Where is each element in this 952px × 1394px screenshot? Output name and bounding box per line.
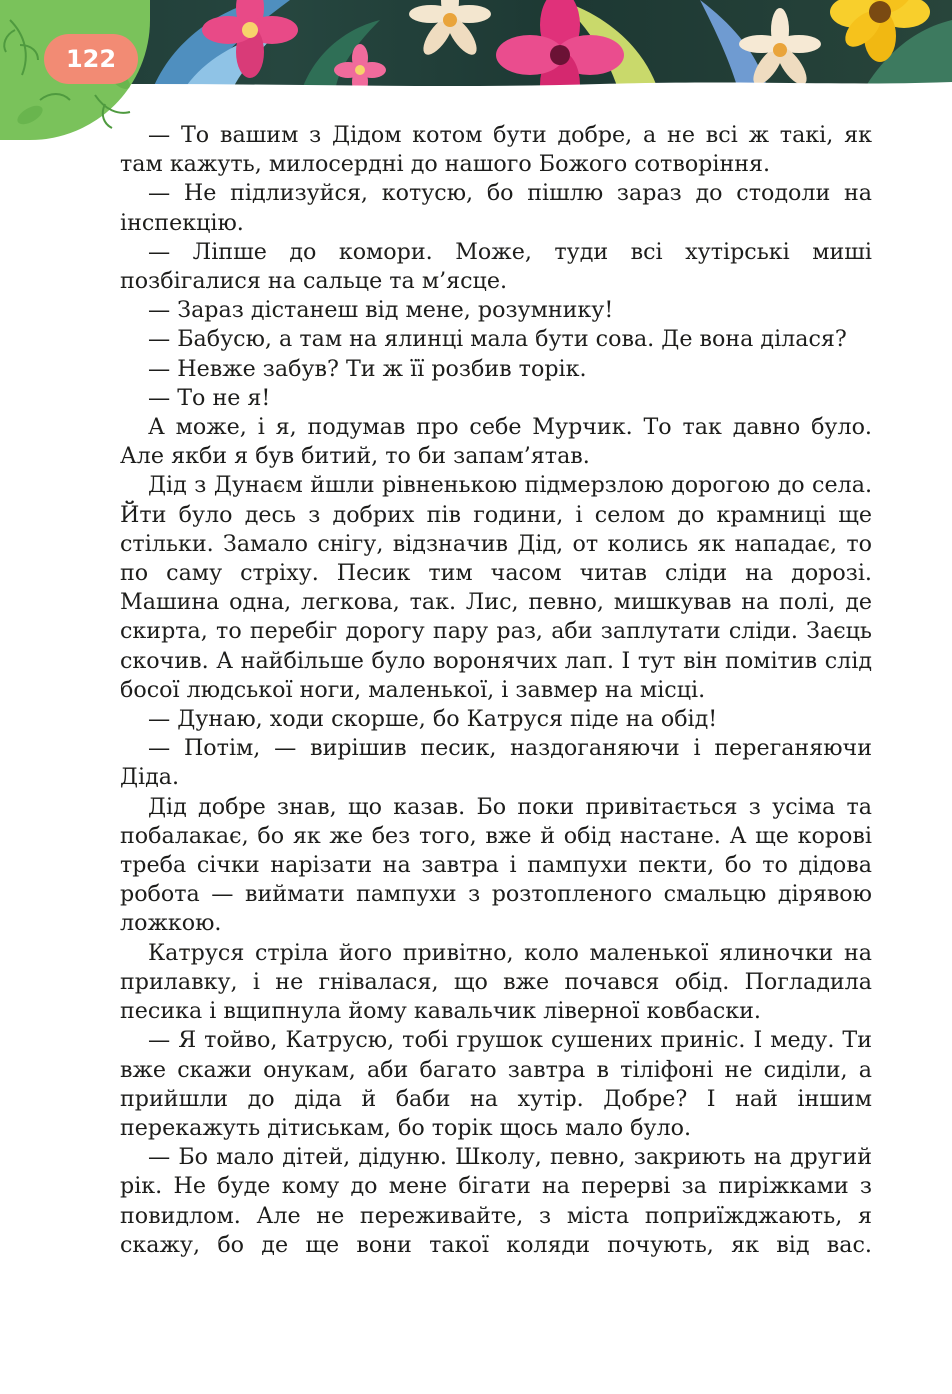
paragraph: — Ліпше до комори. Може, туди всі хутірські миші позбігалися на сальце та м’ясце. <box>120 238 872 295</box>
paragraph: — То вашим з Дідом котом бути добре, а не всі ж такі, як там кажуть, милосердні до нашого Божого сотворіння. <box>120 122 872 178</box>
paragraph: — Зараз дістанеш від мене, розумнику! <box>148 297 614 324</box>
paragraph: — Потім, — вирішив песик, наздоганяючи і переганяючи Діда. <box>120 735 872 791</box>
paragraph: Дід добре знав, що казав. Бо поки привітається з усіма та побалакає, бо як же без того, вже й обід настане. А ще корові треба січки нарізати на завтра і пампухи пекти, бо то дідова робота — виймати пампухи з розтопленого смальцю дірявою ложкою. <box>120 793 872 937</box>
paragraph: — Дунаю, ходи скорше, бо Катруся піде на обід! <box>148 706 718 733</box>
paragraph: — Я тойво, Катрусю, тобі грушок сушених приніс. І меду. Ти вже скажи онукам, аби багато завтра в тіліфоні не сиділи, а прийшли до діда й баби на хутір. Добре? І най іншим перекажуть дітиськам, бо торік щось мало було. <box>120 1027 872 1141</box>
paragraph: Дід з Дунаєм йшли рівненькою підмерзлою дорогою до села. Йти було десь з добрих пів години, і селом до крамниці ще стільки. Замало снігу, відзначив Дід, от колись як нападає, то по саму стріху. Песик тим часом читав сліди на дорозі. Машина одна, легкова, так. Лис, певно, мишкував на полі, де скирта, то перебіг дорогу пару раз, аби заплутати сліди. Заєць скочив. А найбільше було воронячих лап. І тут він помітив слід босої людської ноги, маленької, і завмер на місці. <box>120 472 872 703</box>
page-number-badge: 122 <box>44 34 138 84</box>
paragraph: А може, і я, подумав про себе Мурчик. То так давно було. Але якби я був битий, то би запам’ятав. <box>120 414 872 470</box>
paragraph: — Бабусю, а там на ялинці мала бути сова. Де вона ділася? <box>148 326 847 353</box>
paragraph: — Бо мало дітей, дідуню. Школу, певно, закриють на другий рік. Не буде кому до мене бігати на перерві за пиріжками з повидлом. Але не переживайте, з міста поприїжджають, я скажу, бо де ще вони такої коляди почують, як від вас. <box>120 1144 872 1258</box>
paragraph: — Невже забув? Ти ж її розбив торік. <box>148 355 587 382</box>
paragraph: — Не підлизуйся, котусю, бо пішлю зараз до стодоли на інспекцію. <box>120 180 872 236</box>
story-text <box>120 121 872 1260</box>
paragraph: — То не я! <box>148 384 271 411</box>
paragraph: Катруся стріла його привітно, коло маленької ялиночки на прилавку, і не гнівалася, що вже почався обід. Погладила песика і вщипнула йому кавальчик ліверної ковбаски. <box>120 939 872 1025</box>
